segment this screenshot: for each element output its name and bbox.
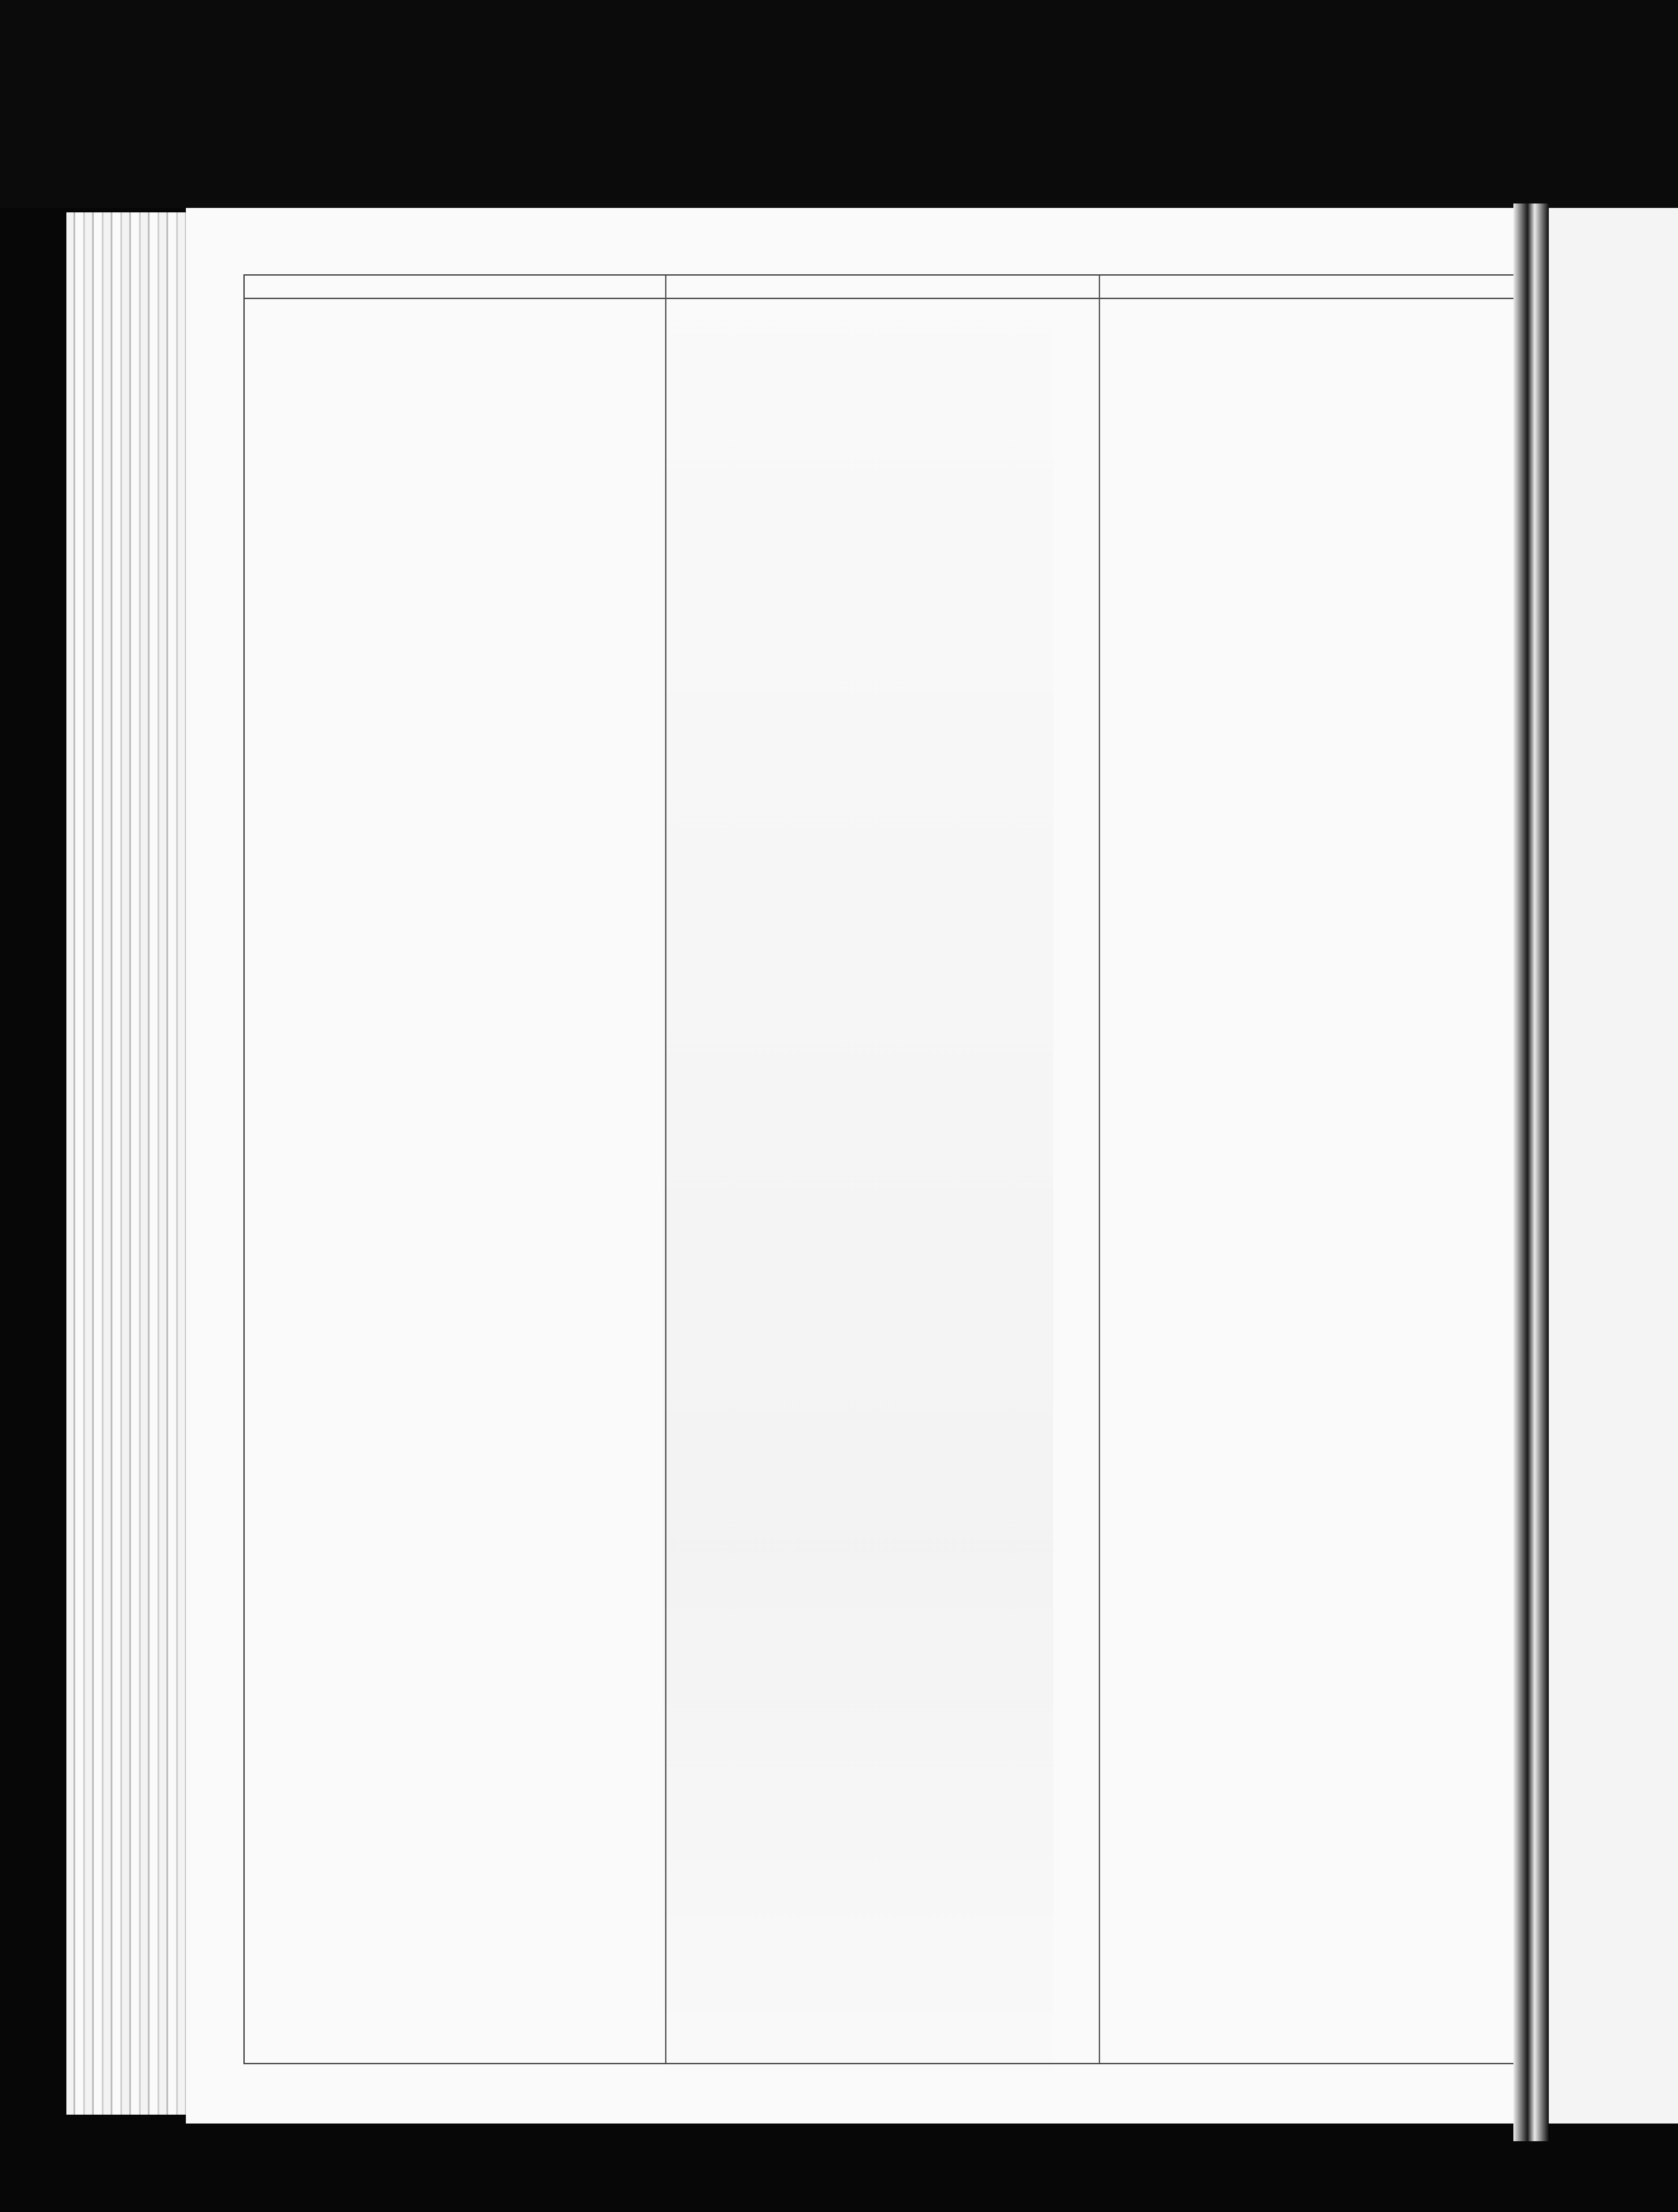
adjacent-page-fragment	[1549, 208, 1678, 2124]
col-header-symptoms	[665, 276, 1099, 299]
page-header	[239, 217, 1549, 257]
col-header-treatment	[1099, 276, 1546, 299]
page-306	[186, 208, 1571, 2124]
poultry-disease-table	[243, 274, 1547, 2064]
film-border-top	[0, 0, 1678, 208]
col-header-disease	[245, 276, 665, 299]
column-divider	[665, 276, 666, 2063]
column-divider	[1099, 276, 1100, 2063]
book-gutter	[1513, 204, 1549, 2141]
